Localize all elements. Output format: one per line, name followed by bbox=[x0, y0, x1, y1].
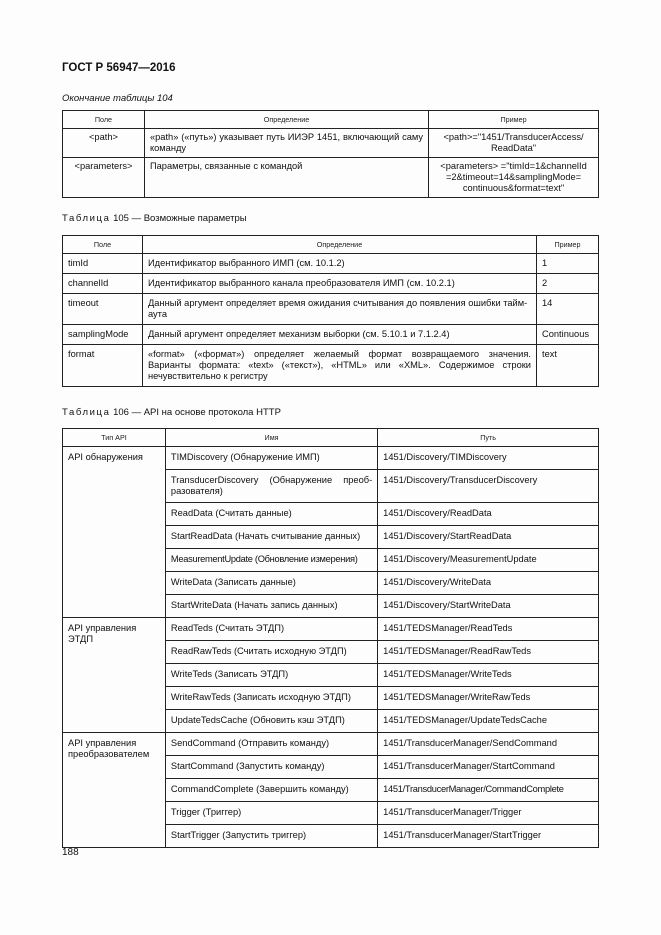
table-row bbox=[63, 345, 599, 387]
definition-cell: Идентификатор выбранного канала преобразователя ИМП (см. 10.2.1) bbox=[142, 274, 536, 294]
path-cell: 1451/TransducerManager/CommandComplete bbox=[378, 779, 599, 802]
example-cell: 14 bbox=[537, 294, 599, 325]
path-cell: 1451/TEDSManager/ReadRawTeds bbox=[378, 641, 599, 664]
example-cell: text bbox=[537, 345, 599, 387]
path-cell: 1451/TEDSManager/WriteRawTeds bbox=[378, 687, 599, 710]
column-header: Пример bbox=[429, 111, 599, 129]
table-label: Таблица bbox=[62, 213, 111, 224]
name-cell: TIMDiscovery (Обнаружение ИМП) bbox=[165, 447, 377, 470]
column-header: Определение bbox=[144, 111, 428, 129]
path-cell: 1451/TransducerManager/StartTrigger bbox=[378, 825, 599, 848]
field-cell: <path> bbox=[63, 129, 145, 158]
name-cell: SendCommand (Отправить команду) bbox=[165, 733, 377, 756]
path-cell: 1451/TransducerManager/SendCommand bbox=[378, 733, 599, 756]
field-cell: format bbox=[63, 345, 143, 387]
path-cell: 1451/Discovery/TIMDiscovery bbox=[378, 447, 599, 470]
table-105-caption bbox=[62, 213, 247, 224]
definition-cell: Данный аргумент определяет время ожидания считывания до появления ошибки тайм-аута bbox=[142, 294, 536, 325]
field-cell: samplingMode bbox=[63, 325, 143, 345]
table-104-caption: Окончание таблицы 104 bbox=[62, 93, 173, 104]
page-number: 188 bbox=[62, 847, 79, 858]
column-header: Тип API bbox=[63, 429, 166, 447]
name-cell: CommandComplete (Завершить команду) bbox=[165, 779, 377, 802]
name-cell: StartReadData (Начать считывание данных) bbox=[165, 526, 377, 549]
table-row bbox=[63, 447, 599, 470]
example-cell: <parameters> ="timId=1&channelId =2&timeout=14&samplingMode= continuous&format=text" bbox=[429, 158, 599, 198]
name-cell: UpdateTedsCache (Обновить кэш ЭТДП) bbox=[165, 710, 377, 733]
table-row bbox=[63, 733, 599, 756]
table-row bbox=[63, 158, 599, 198]
api-type-cell: API управления преобразователем bbox=[63, 733, 166, 848]
name-cell: Trigger (Триггер) bbox=[165, 802, 377, 825]
path-cell: 1451/Discovery/StartWriteData bbox=[378, 595, 599, 618]
field-cell: timeout bbox=[63, 294, 143, 325]
path-cell: 1451/Discovery/StartReadData bbox=[378, 526, 599, 549]
field-cell: <parameters> bbox=[63, 158, 145, 198]
definition-cell: Параметры, связанные с командой bbox=[144, 158, 428, 198]
standard-title: ГОСТ Р 56947—2016 bbox=[62, 62, 176, 74]
name-cell: ReadData (Считать данные) bbox=[165, 503, 377, 526]
name-cell: StartWriteData (Начать запись данных) bbox=[165, 595, 377, 618]
definition-cell: Идентификатор выбранного ИМП (см. 10.1.2) bbox=[142, 254, 536, 274]
column-header: Поле bbox=[63, 236, 143, 254]
column-header: Пример bbox=[537, 236, 599, 254]
column-header: Поле bbox=[63, 111, 145, 129]
column-header: Определение bbox=[142, 236, 536, 254]
path-cell: 1451/Discovery/MeasurementUpdate bbox=[378, 549, 599, 572]
api-type-cell: API обнаружения bbox=[63, 447, 166, 618]
api-type-cell: API управления ЭТДП bbox=[63, 618, 166, 733]
field-cell: timId bbox=[63, 254, 143, 274]
table-row bbox=[63, 254, 599, 274]
table-title: 106 — API на основе протокола HTTP bbox=[113, 407, 281, 418]
table-104 bbox=[62, 110, 599, 198]
name-cell: WriteRawTeds (Записать исходную ЭТДП) bbox=[165, 687, 377, 710]
path-cell: 1451/Discovery/WriteData bbox=[378, 572, 599, 595]
column-header: Путь bbox=[378, 429, 599, 447]
path-cell: 1451/TransducerManager/Trigger bbox=[378, 802, 599, 825]
path-cell: 1451/Discovery/TransducerDiscovery bbox=[378, 470, 599, 503]
table-label: Таблица bbox=[62, 407, 111, 418]
definition-cell: «format» («формат») определяет желаемый формат возвращаемого значения. Варианты формата: «text» («текст»), «HTML» или «XML». Содержимое строки нечувствительно к регистру bbox=[142, 345, 536, 387]
path-cell: 1451/TEDSManager/ReadTeds bbox=[378, 618, 599, 641]
table-row bbox=[63, 325, 599, 345]
path-cell: 1451/TEDSManager/WriteTeds bbox=[378, 664, 599, 687]
path-cell: 1451/Discovery/ReadData bbox=[378, 503, 599, 526]
definition-cell: «path» («путь») указывает путь ИИЭР 1451, включающий саму команду bbox=[144, 129, 428, 158]
column-header: Имя bbox=[165, 429, 377, 447]
name-cell: TransducerDiscovery (Обнаружение преоб-разователя) bbox=[165, 470, 377, 503]
table-row bbox=[63, 294, 599, 325]
path-cell: 1451/TransducerManager/StartCommand bbox=[378, 756, 599, 779]
example-cell: <path>="1451/TransducerAccess/ ReadData" bbox=[429, 129, 599, 158]
example-cell: 1 bbox=[537, 254, 599, 274]
name-cell: MeasurementUpdate (Обновление измерения) bbox=[165, 549, 377, 572]
example-cell: Continuous bbox=[537, 325, 599, 345]
path-cell: 1451/TEDSManager/UpdateTedsCache bbox=[378, 710, 599, 733]
name-cell: StartTrigger (Запустить триггер) bbox=[165, 825, 377, 848]
table-row bbox=[63, 274, 599, 294]
table-title: 105 — Возможные параметры bbox=[113, 213, 247, 224]
definition-cell: Данный аргумент определяет механизм выборки (см. 5.10.1 и 7.1.2.4) bbox=[142, 325, 536, 345]
example-cell: 2 bbox=[537, 274, 599, 294]
name-cell: StartCommand (Запустить команду) bbox=[165, 756, 377, 779]
name-cell: ReadRawTeds (Считать исходную ЭТДП) bbox=[165, 641, 377, 664]
field-cell: channelId bbox=[63, 274, 143, 294]
table-row bbox=[63, 129, 599, 158]
table-106-caption bbox=[62, 407, 281, 418]
name-cell: ReadTeds (Считать ЭТДП) bbox=[165, 618, 377, 641]
name-cell: WriteData (Записать данные) bbox=[165, 572, 377, 595]
name-cell: WriteTeds (Записать ЭТДП) bbox=[165, 664, 377, 687]
table-106 bbox=[62, 428, 599, 848]
table-row bbox=[63, 618, 599, 641]
table-105 bbox=[62, 235, 599, 387]
